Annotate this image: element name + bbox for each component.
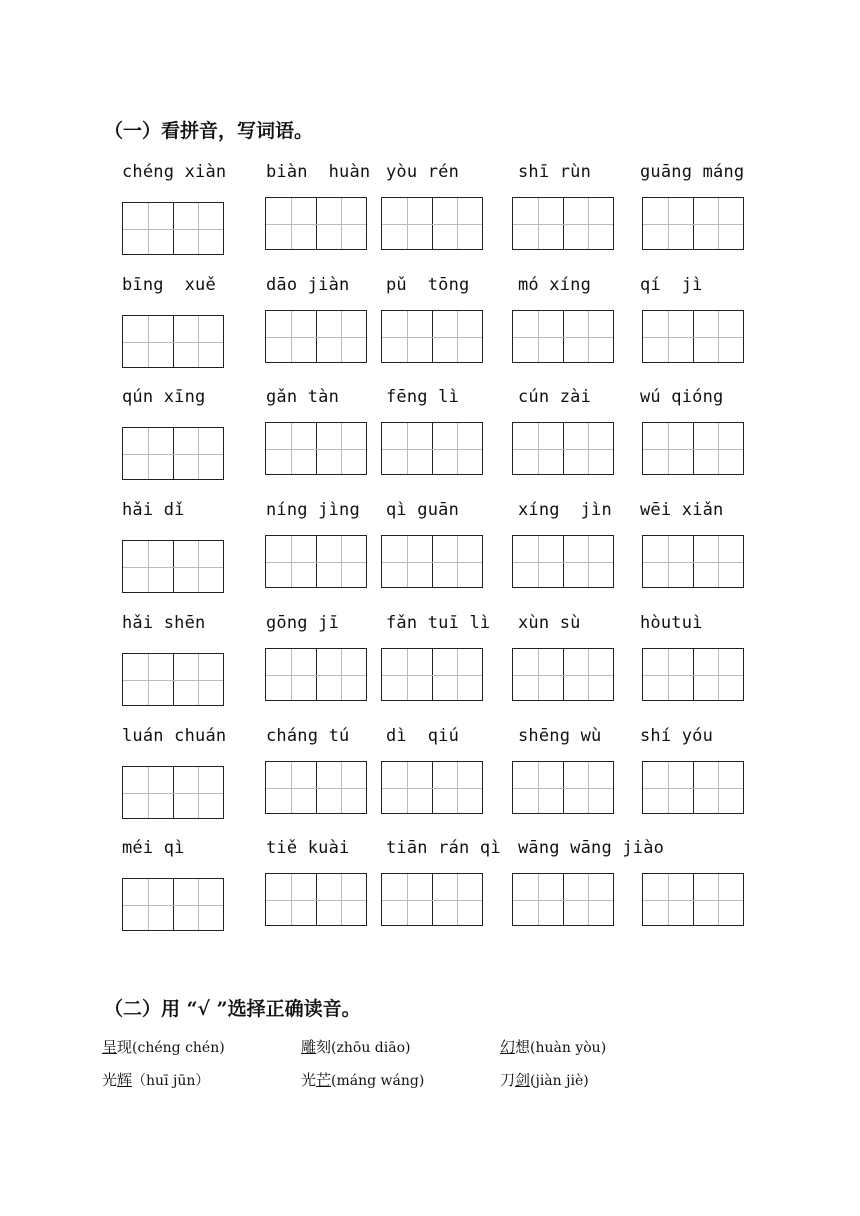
writing-grid-box[interactable] — [512, 761, 614, 814]
target-char: 呈 — [102, 1038, 118, 1056]
word-prefix: 光 — [102, 1071, 118, 1089]
writing-grid-box[interactable] — [512, 422, 614, 475]
writing-grid-box[interactable] — [381, 197, 483, 250]
writing-grid-box[interactable] — [122, 427, 224, 480]
pronunciation-options[interactable]: (máng wáng) — [331, 1073, 425, 1089]
writing-grid-box[interactable] — [642, 197, 744, 250]
target-char: 辉 — [117, 1071, 133, 1089]
pinyin-label: dāo jiàn — [266, 275, 350, 295]
pinyin-label: fēng lì — [386, 387, 460, 407]
writing-grid-box[interactable] — [512, 873, 614, 926]
reading-choice-item — [301, 1036, 410, 1057]
pinyin-label: níng jìng — [266, 500, 360, 520]
writing-grid-box[interactable] — [512, 648, 614, 701]
pinyin-label: shēng wù — [518, 726, 602, 746]
writing-grid-box[interactable] — [265, 648, 367, 701]
pinyin-label: guāng máng — [640, 162, 745, 182]
writing-grid-box[interactable] — [512, 310, 614, 363]
pinyin-label: luán chuán — [122, 726, 227, 746]
writing-grid-box[interactable] — [265, 873, 367, 926]
writing-grid-box[interactable] — [122, 540, 224, 593]
writing-grid-box[interactable] — [512, 535, 614, 588]
target-char: 剑 — [515, 1071, 531, 1089]
writing-grid-box[interactable] — [265, 422, 367, 475]
pinyin-label: tiān rán qì — [386, 838, 501, 858]
reading-choice-item — [301, 1069, 424, 1090]
pinyin-label: hòutuì — [640, 613, 703, 633]
writing-grid-box[interactable] — [265, 197, 367, 250]
writing-grid-box[interactable] — [642, 648, 744, 701]
pinyin-label: qí jì — [640, 275, 703, 295]
writing-grid-box[interactable] — [122, 878, 224, 931]
writing-grid-box[interactable] — [642, 535, 744, 588]
pronunciation-options[interactable]: (chéng chén) — [132, 1040, 225, 1056]
pinyin-label: gōng jī — [266, 613, 340, 633]
pinyin-label: fǎn tuī lì — [386, 613, 491, 633]
pinyin-label: shī rùn — [518, 162, 592, 182]
pinyin-label: xíng jìn — [518, 500, 612, 520]
word-suffix: 刻 — [316, 1038, 332, 1056]
writing-grid-box[interactable] — [265, 535, 367, 588]
writing-grid-box[interactable] — [381, 648, 483, 701]
writing-grid-box[interactable] — [642, 310, 744, 363]
pronunciation-options[interactable]: (jiàn jiè) — [530, 1073, 589, 1089]
pinyin-label: bīng xuě — [122, 275, 216, 295]
pinyin-label: chéng xiàn — [122, 162, 227, 182]
pronunciation-options[interactable]: (zhōu diāo) — [331, 1040, 411, 1056]
target-char: 幻 — [500, 1038, 516, 1056]
reading-choice-item — [102, 1069, 209, 1090]
pinyin-label: yòu rén — [386, 162, 460, 182]
writing-grid-box[interactable] — [381, 310, 483, 363]
section2-title: （二）用 “√ ”选择正确读音。 — [104, 998, 361, 1020]
pinyin-label: biàn huàn — [266, 162, 371, 182]
pinyin-label: hǎi shēn — [122, 613, 206, 633]
writing-grid-box[interactable] — [265, 310, 367, 363]
pinyin-label: hǎi dǐ — [122, 500, 185, 520]
writing-grid-box[interactable] — [122, 766, 224, 819]
pinyin-label: méi qì — [122, 838, 185, 858]
pinyin-label: qún xīng — [122, 387, 206, 407]
writing-grid-box[interactable] — [122, 653, 224, 706]
writing-grid-box[interactable] — [381, 535, 483, 588]
writing-grid-box[interactable] — [642, 873, 744, 926]
writing-grid-box[interactable] — [381, 873, 483, 926]
pinyin-label: xùn sù — [518, 613, 581, 633]
pinyin-label: dì qiú — [386, 726, 460, 746]
writing-grid-box[interactable] — [512, 197, 614, 250]
writing-grid-box[interactable] — [122, 202, 224, 255]
pronunciation-options[interactable]: (huàn yòu) — [530, 1040, 607, 1056]
pinyin-label: cháng tú — [266, 726, 350, 746]
pronunciation-options[interactable]: （huī jūn） — [132, 1073, 210, 1089]
word-prefix: 刀 — [500, 1071, 516, 1089]
reading-choice-item — [102, 1036, 225, 1057]
word-suffix: 想 — [515, 1038, 531, 1056]
pinyin-label: wāng wāng jiào — [518, 838, 665, 858]
writing-grid-box[interactable] — [122, 315, 224, 368]
pinyin-label: mó xíng — [518, 275, 592, 295]
pinyin-label: gǎn tàn — [266, 387, 340, 407]
target-char: 雕 — [301, 1038, 317, 1056]
pinyin-label: shí yóu — [640, 726, 714, 746]
section1-title: （一）看拼音，写词语。 — [104, 120, 314, 142]
word-suffix: 现 — [117, 1038, 133, 1056]
writing-grid-box[interactable] — [381, 422, 483, 475]
reading-choice-item — [500, 1036, 606, 1057]
pinyin-label: wēi xiǎn — [640, 500, 724, 520]
reading-choice-item — [500, 1069, 589, 1090]
target-char: 芒 — [316, 1071, 332, 1089]
pinyin-label: wú qióng — [640, 387, 724, 407]
pinyin-label: cún zài — [518, 387, 592, 407]
writing-grid-box[interactable] — [642, 761, 744, 814]
pinyin-label: pǔ tōng — [386, 275, 470, 295]
writing-grid-box[interactable] — [381, 761, 483, 814]
writing-grid-box[interactable] — [265, 761, 367, 814]
pinyin-label: tiě kuài — [266, 838, 350, 858]
word-prefix: 光 — [301, 1071, 317, 1089]
writing-grid-box[interactable] — [642, 422, 744, 475]
pinyin-label: qì guān — [386, 500, 460, 520]
